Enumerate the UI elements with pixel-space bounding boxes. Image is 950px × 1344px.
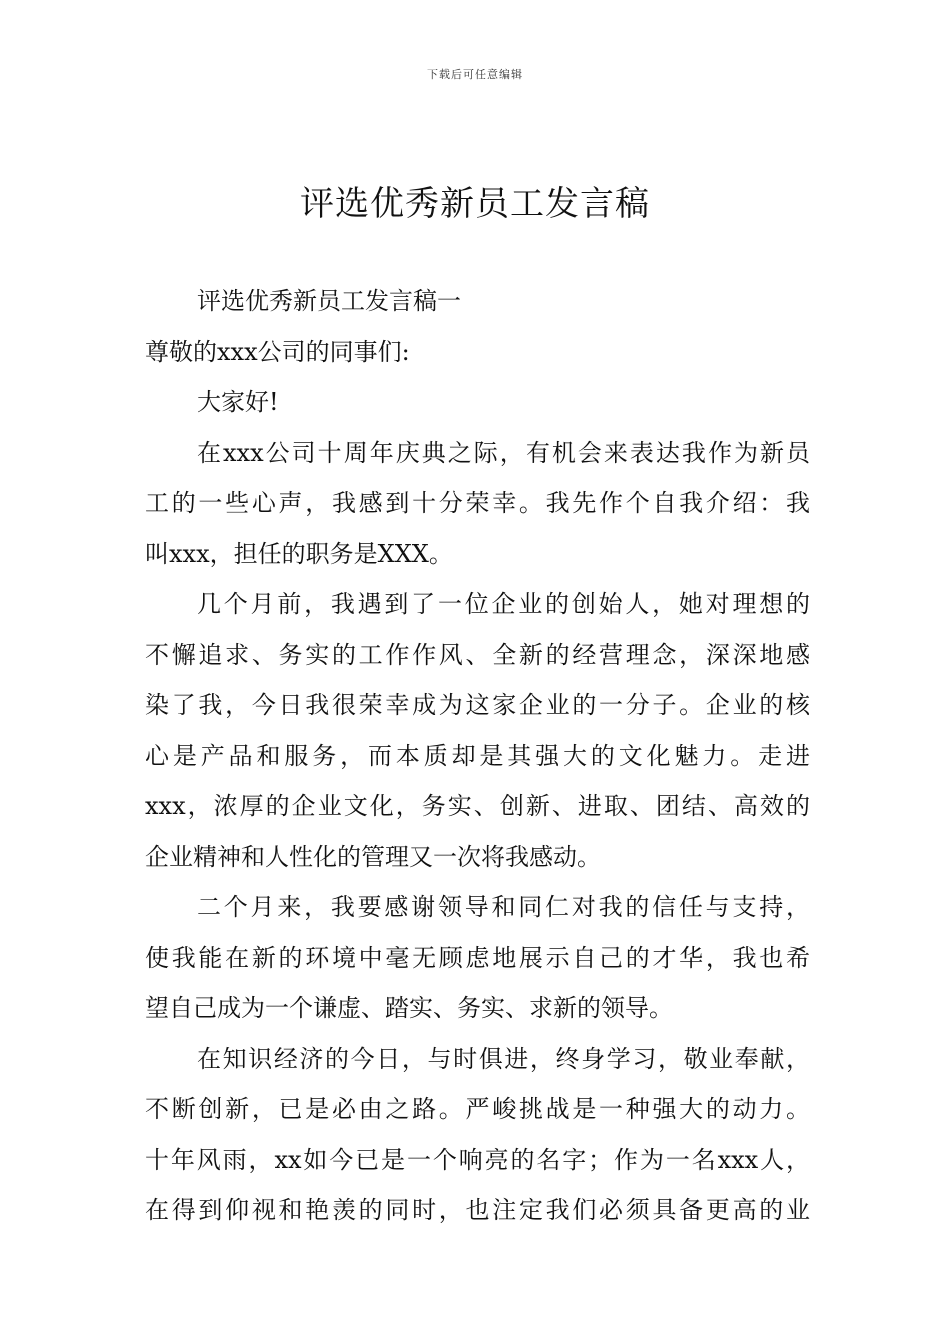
paragraph-line: 在xxx公司十周年庆典之际，有机会来表达我作为新员 bbox=[197, 438, 810, 467]
document-title: 评选优秀新员工发言稿 bbox=[300, 184, 650, 224]
paragraph-line: 在得到仰视和艳羡的同时，也注定我们必须具备更高的业 bbox=[145, 1196, 810, 1224]
paragraph-line: 不懈追求、务实的工作作风、全新的经营理念，深深地感 bbox=[145, 640, 810, 669]
paragraph-line: 使我能在新的环境中毫无顾虑地展示自己的才华，我也希 bbox=[145, 943, 810, 972]
salutation: 尊敬的xxx公司的同事们: bbox=[145, 337, 410, 366]
section-heading: 评选优秀新员工发言稿一 bbox=[197, 287, 461, 315]
paragraph-line: 几个月前，我遇到了一位企业的创始人，她对理想的 bbox=[197, 590, 810, 618]
greeting: 大家好! bbox=[197, 388, 279, 416]
document-body bbox=[145, 276, 810, 1236]
paragraph-line: 不断创新，已是必由之路。严峻挑战是一种强大的动力。 bbox=[145, 1095, 810, 1123]
paragraph-line: 心是产品和服务，而本质却是其强大的文化魅力。走进 bbox=[145, 741, 810, 770]
paragraph-line: xxx，浓厚的企业文化，务实、创新、进取、团结、高效的 bbox=[145, 792, 810, 820]
paragraph-line: 企业精神和人性化的管理又一次将我感动。 bbox=[145, 842, 601, 871]
paragraph-line: 染了我，今日我很荣幸成为这家企业的一分子。企业的核 bbox=[145, 691, 810, 719]
header-note: 下载后可任意编辑 bbox=[427, 68, 523, 81]
paragraph-line: 二个月来，我要感谢领导和同仁对我的信任与支持， bbox=[197, 893, 810, 921]
paragraph-line: 叫xxx，担任的职务是XXX。 bbox=[145, 539, 453, 568]
paragraph-line: 十年风雨，xx如今已是一个响亮的名字；作为一名xxx人， bbox=[145, 1145, 810, 1174]
paragraph-line: 在知识经济的今日，与时俱进，终身学习，敬业奉献， bbox=[197, 1044, 810, 1073]
paragraph-line: 工的一些心声，我感到十分荣幸。我先作个自我介绍：我 bbox=[145, 489, 810, 517]
paragraph-line: 望自己成为一个谦虚、踏实、务实、求新的领导。 bbox=[145, 994, 673, 1022]
